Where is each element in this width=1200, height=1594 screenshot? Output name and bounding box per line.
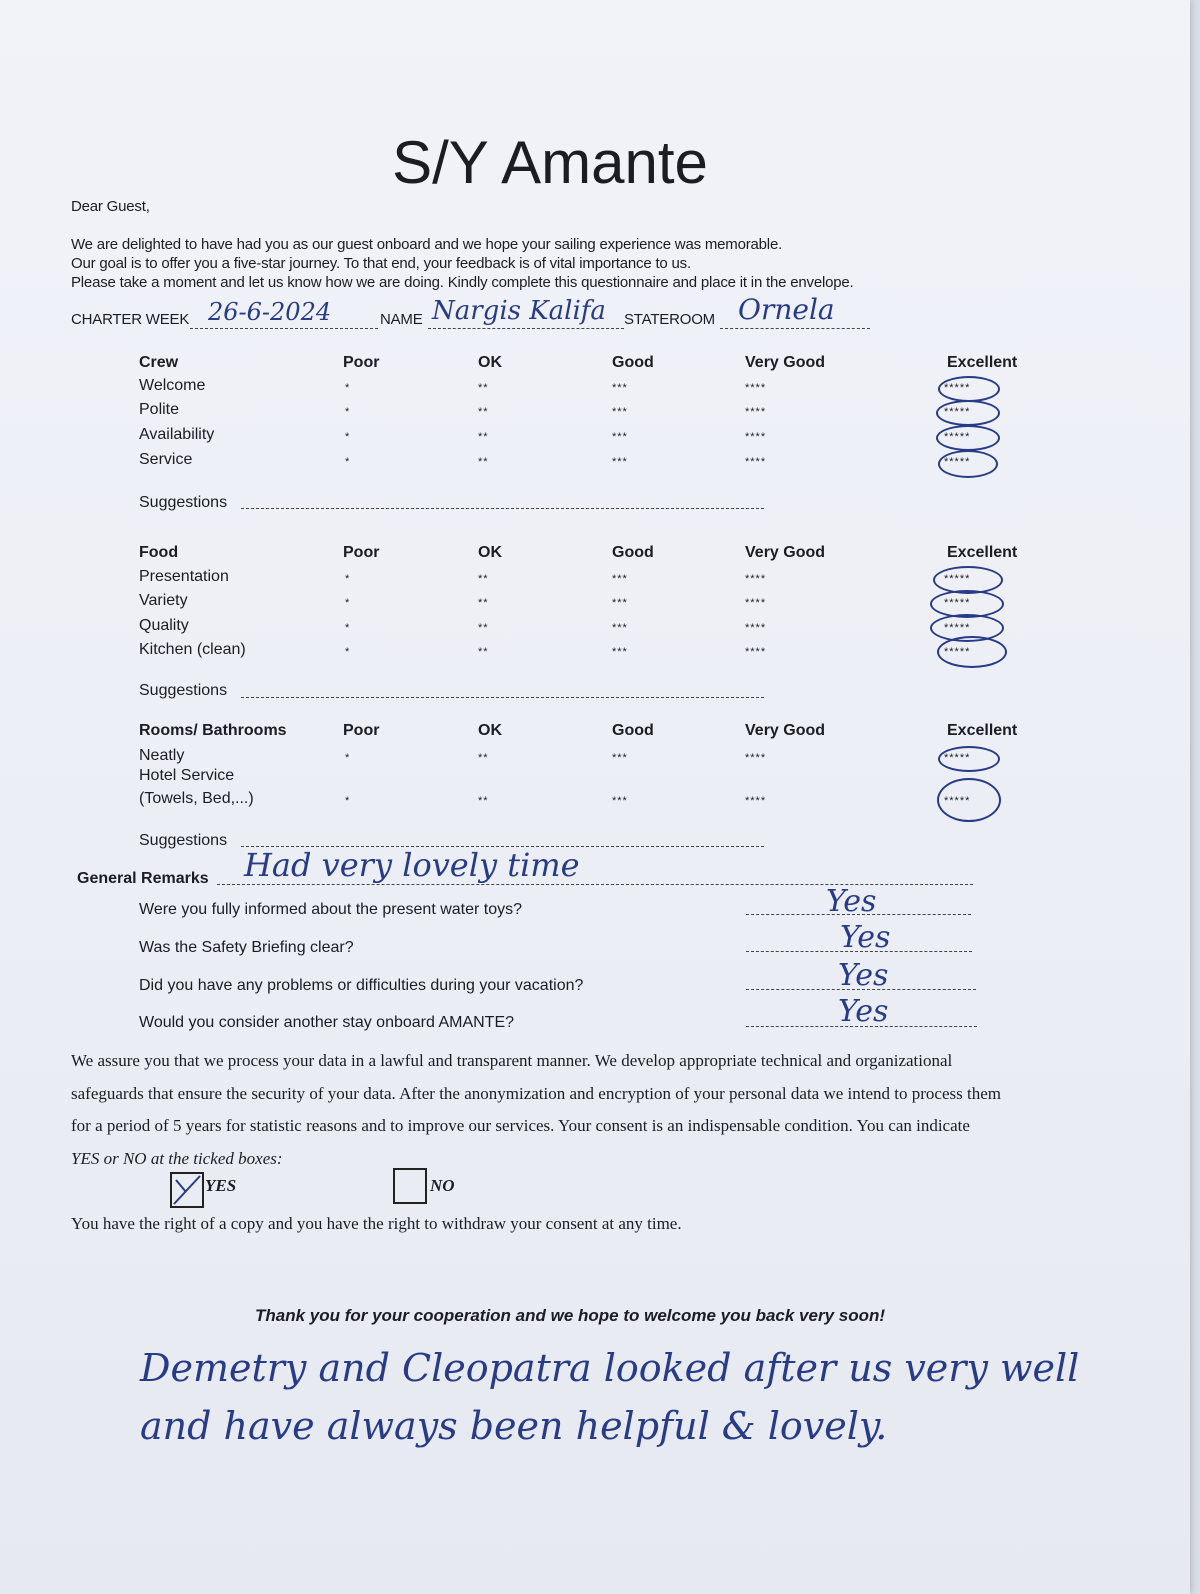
page-title: S/Y Amante: [392, 129, 708, 196]
crew-item-welcome: Welcome: [139, 377, 206, 394]
star-option[interactable]: **: [478, 406, 489, 418]
star-option-selected[interactable]: *****: [944, 752, 971, 764]
crew-col-very-good: Very Good: [745, 354, 826, 371]
star-option-selected[interactable]: *****: [944, 573, 971, 585]
answer-water-toys[interactable]: Yes: [826, 884, 877, 919]
star-option[interactable]: **: [478, 795, 489, 807]
general-remarks-value[interactable]: Had very lovely time: [244, 846, 580, 884]
star-option-selected[interactable]: *****: [944, 382, 971, 394]
crew-item-service: Service: [139, 451, 193, 468]
selection-circle: [938, 746, 1000, 772]
star-option[interactable]: ****: [745, 646, 767, 658]
star-option[interactable]: *: [345, 752, 351, 764]
star-option[interactable]: *: [345, 456, 351, 468]
consent-no-label: NO: [430, 1176, 455, 1195]
star-option-selected[interactable]: *****: [944, 622, 971, 634]
privacy-line-1: We assure you that we process your data in a lawful and transparent manner. We develop appropriate technical and organizational: [71, 1051, 953, 1070]
stateroom-value[interactable]: Ornela: [738, 293, 835, 326]
food-col-good: Good: [612, 544, 654, 561]
intro-line-1: We are delighted to have had you as our guest onboard and we hope your sailing experience was memorable.: [71, 236, 783, 253]
star-option-selected[interactable]: *****: [944, 646, 971, 658]
star-option[interactable]: **: [478, 382, 489, 394]
rooms-item-hotel-service: Hotel Service: [139, 767, 235, 784]
selection-circle: [938, 450, 998, 478]
star-option[interactable]: ****: [745, 431, 767, 443]
question-another-stay: Would you consider another stay onboard AMANTE?: [139, 1014, 515, 1031]
star-option[interactable]: ***: [612, 752, 628, 764]
star-option[interactable]: ***: [612, 456, 628, 468]
handwritten-note-line-1: Demetry and Cleopatra looked after us very well: [140, 1346, 1080, 1390]
food-item-variety: Variety: [139, 592, 188, 609]
star-option[interactable]: **: [478, 597, 489, 609]
question-problems: Did you have any problems or difficulties during your vacation?: [139, 977, 584, 994]
crew-col-poor: Poor: [343, 354, 380, 371]
star-option[interactable]: ***: [612, 382, 628, 394]
selection-circle: [937, 636, 1007, 668]
food-suggestions-label: Suggestions: [139, 682, 228, 699]
rooms-item-neatly: Neatly: [139, 747, 185, 764]
privacy-line-3: for a period of 5 years for statistic reasons and to improve our services. Your consent is an indispensable condition. You can indicate: [71, 1116, 970, 1135]
food-header: Food: [139, 544, 179, 561]
stateroom-label: STATEROOM: [624, 311, 715, 328]
check-mark-icon: [172, 1174, 202, 1206]
name-label: NAME: [380, 311, 423, 328]
star-option[interactable]: ****: [745, 573, 767, 585]
star-option[interactable]: ****: [745, 597, 767, 609]
rooms-col-very-good: Very Good: [745, 722, 826, 739]
greeting: Dear Guest,: [71, 198, 150, 215]
rooms-header: Rooms/ Bathrooms: [139, 722, 287, 739]
star-option[interactable]: *: [345, 573, 351, 585]
star-option[interactable]: ****: [745, 622, 767, 634]
general-remarks-label: General Remarks: [77, 870, 209, 887]
selection-circle: [936, 425, 1000, 451]
star-option[interactable]: *: [345, 622, 351, 634]
star-option[interactable]: ***: [612, 406, 628, 418]
star-option-selected[interactable]: *****: [944, 597, 971, 609]
charter-week-value[interactable]: 26-6-2024: [208, 298, 332, 326]
star-option[interactable]: ***: [612, 431, 628, 443]
star-option[interactable]: *: [345, 406, 351, 418]
crew-header: Crew: [139, 354, 179, 371]
star-option[interactable]: *: [345, 597, 351, 609]
star-option[interactable]: *: [345, 382, 351, 394]
thanks-text: Thank you for your cooperation and we hope to welcome you back very soon!: [254, 1306, 886, 1325]
star-option[interactable]: **: [478, 622, 489, 634]
food-item-quality: Quality: [139, 617, 189, 634]
crew-col-ok: OK: [478, 354, 502, 371]
rooms-col-excellent: Excellent: [947, 722, 1018, 739]
star-option-selected[interactable]: *****: [944, 406, 971, 418]
privacy-line-4: YES or NO at the ticked boxes:: [71, 1149, 283, 1168]
selection-circle: [936, 400, 1000, 426]
crew-col-excellent: Excellent: [947, 354, 1018, 371]
intro-line-3: Please take a moment and let us know how we are doing. Kindly complete this questionnaire and place it in the envelope.: [71, 274, 854, 291]
crew-col-good: Good: [612, 354, 654, 371]
rooms-item-towels-bed: (Towels, Bed,...): [139, 790, 254, 807]
rooms-col-ok: OK: [478, 722, 502, 739]
star-option[interactable]: **: [478, 752, 489, 764]
crew-item-availability: Availability: [139, 426, 215, 443]
food-col-very-good: Very Good: [745, 544, 826, 561]
star-option[interactable]: *: [345, 646, 351, 658]
crew-item-polite: Polite: [139, 401, 180, 418]
food-item-presentation: Presentation: [139, 568, 229, 585]
consent-yes-checkbox[interactable]: [170, 1172, 204, 1208]
answer-problems[interactable]: Yes: [838, 958, 889, 993]
crew-suggestions-label: Suggestions: [139, 494, 228, 511]
star-option[interactable]: **: [478, 431, 489, 443]
answer-another-stay[interactable]: Yes: [838, 994, 889, 1029]
star-option-selected[interactable]: *****: [944, 431, 971, 443]
answer-safety-briefing[interactable]: Yes: [840, 920, 891, 955]
selection-circle: [938, 376, 1000, 402]
copy-right-text: You have the right of a copy and you have the right to withdraw your consent at any time.: [71, 1214, 682, 1233]
star-option[interactable]: ****: [745, 456, 767, 468]
star-option[interactable]: ****: [745, 382, 767, 394]
name-value[interactable]: Nargis Kalifa: [432, 296, 606, 326]
star-option[interactable]: *: [345, 795, 351, 807]
consent-yes-label: YES: [205, 1176, 237, 1195]
star-option[interactable]: **: [478, 646, 489, 658]
food-col-ok: OK: [478, 544, 502, 561]
consent-no-checkbox[interactable]: [393, 1168, 427, 1204]
star-option[interactable]: ****: [745, 406, 767, 418]
star-option[interactable]: ***: [612, 646, 628, 658]
star-option[interactable]: ****: [745, 752, 767, 764]
question-water-toys: Were you fully informed about the present water toys?: [139, 901, 523, 918]
food-col-poor: Poor: [343, 544, 380, 561]
handwritten-note-line-2: and have always been helpful & lovely.: [140, 1404, 888, 1448]
star-option-selected[interactable]: *****: [944, 456, 971, 468]
intro-line-2: Our goal is to offer you a five-star journey. To that end, your feedback is of vital importance to us.: [71, 255, 691, 272]
charter-week-label: CHARTER WEEK: [71, 311, 190, 328]
star-option[interactable]: *: [345, 431, 351, 443]
food-col-excellent: Excellent: [947, 544, 1018, 561]
star-option[interactable]: ***: [612, 573, 628, 585]
food-item-kitchen: Kitchen (clean): [139, 641, 246, 658]
star-option[interactable]: **: [478, 456, 489, 468]
rooms-col-good: Good: [612, 722, 654, 739]
rooms-suggestions-label: Suggestions: [139, 832, 228, 849]
star-option[interactable]: ****: [745, 795, 767, 807]
selection-circle: [937, 778, 1001, 822]
star-option-selected[interactable]: *****: [944, 795, 971, 807]
rooms-col-poor: Poor: [343, 722, 380, 739]
star-option[interactable]: ***: [612, 597, 628, 609]
privacy-line-2: safeguards that ensure the security of your data. After the anonymization and encryption of your personal data we intend to process them: [71, 1084, 1001, 1103]
star-option[interactable]: ***: [612, 795, 628, 807]
question-safety-briefing: Was the Safety Briefing clear?: [139, 939, 354, 956]
star-option[interactable]: **: [478, 573, 489, 585]
star-option[interactable]: ***: [612, 622, 628, 634]
